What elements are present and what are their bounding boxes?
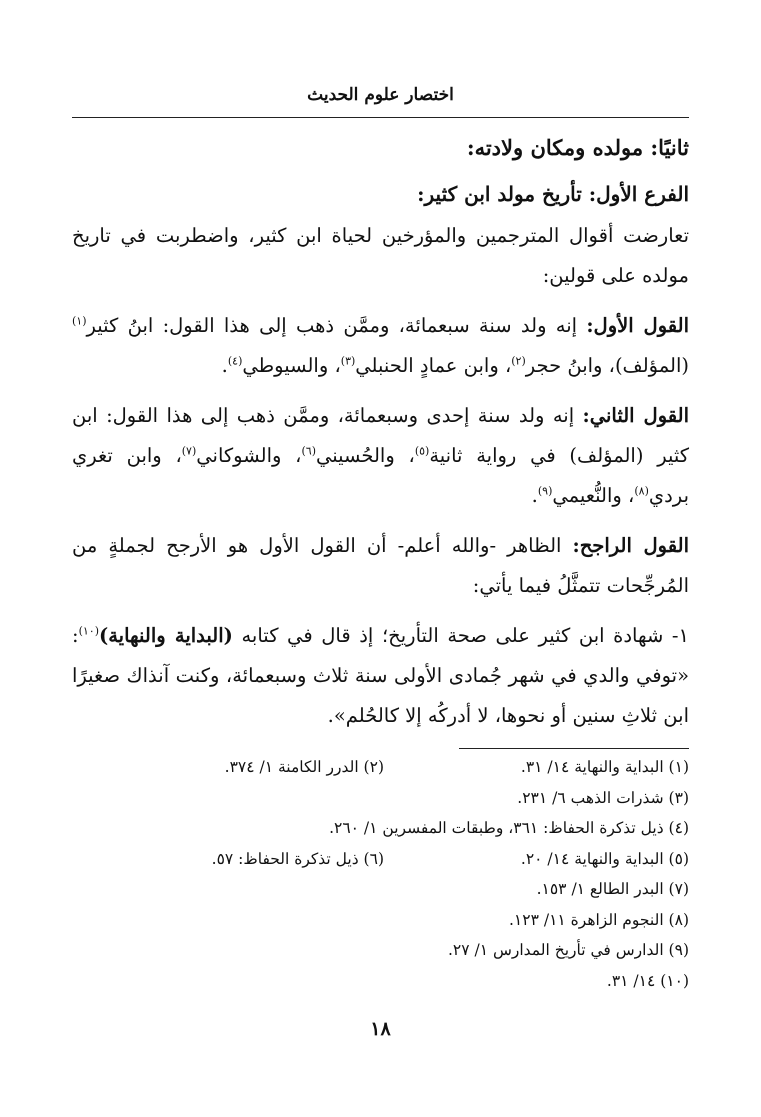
intro-paragraph: تعارضت أقوال المترجمين والمؤرخين لحياة ابن كثير، واضطربت في تاريخ مولده على قولين: [72, 224, 689, 287]
footnote-ref-8[interactable]: (٨) [634, 484, 649, 498]
opinion-one-paragraph [72, 306, 689, 386]
ibn-kathir-quote: «توفي والدي في شهر جُمادى الأولى سنة ثلاث وسبعمائة، وكنت آنذاك صغيرًا ابن ثلاثِ سنين أو نحوها، لا أدركُه إلا كالحُلم». [72, 664, 689, 727]
footnote-row [72, 935, 689, 966]
opinion-one-label: القول الأول: [586, 314, 689, 337]
footnote-1: (١) البداية والنهاية ١٤/ ٣١. [520, 758, 689, 776]
footnote-7: (٧) البدر الطالع ١/ ١٥٣. [536, 880, 689, 898]
footnote-row [72, 905, 689, 936]
preferred-opinion-label: القول الراجح: [572, 534, 689, 557]
subsection-title: الفرع الأول: تأريخ مولد ابن كثير: [417, 182, 689, 206]
preferred-opinion-paragraph [72, 526, 689, 606]
footnote-ref-10[interactable]: (١٠) [78, 624, 99, 638]
book-title: (البداية والنهاية) [99, 624, 233, 647]
footnote-9: (٩) الدارس في تأريخ المدارس ١/ ٢٧. [447, 941, 689, 959]
footnote-ref-1[interactable]: (١) [72, 314, 87, 328]
main-text [72, 128, 689, 736]
opinion-two-paragraph [72, 396, 689, 516]
footnote-row [72, 783, 689, 814]
footnote-row [72, 813, 689, 844]
opinion-two-text: ، والشوكاني [196, 444, 302, 467]
preferred-opinion-text: الظاهر -والله أعلم- أن القول الأول هو الأرجح لجملةٍ من المُرجِّحات تتمثَّلُ فيما يأتي: [72, 534, 689, 597]
opinion-one-text: (المؤلف)، وابنُ حجر [525, 354, 689, 377]
footnote-separator [459, 748, 689, 749]
footnote-row [72, 874, 689, 905]
opinion-two-text: ، وابن تغري بردي [72, 444, 689, 507]
evidence-point-text: : [72, 624, 79, 647]
page-number: ١٨ [370, 1018, 391, 1040]
opinion-two-text: . [531, 484, 538, 507]
footnote-row [72, 966, 689, 997]
opinion-one-text: . [221, 354, 228, 377]
footnote-ref-7[interactable]: (٧) [181, 444, 197, 458]
footnote-5: (٥) البداية والنهاية ١٤/ ٢٠. [520, 849, 689, 868]
footnote-8: (٨) النجوم الزاهرة ١١/ ١٢٣. [508, 910, 689, 929]
evidence-point-text: ١- شهادة ابن كثير على صحة التأريخ؛ إذ قال في كتابه [232, 624, 689, 647]
footnote-ref-2[interactable]: (٢) [511, 354, 526, 368]
footnote-ref-4[interactable]: (٤) [227, 354, 243, 368]
opinion-two-label: القول الثاني: [582, 404, 689, 427]
footnote-3: (٣) شذرات الذهب ٦/ ٢٣١. [517, 788, 689, 807]
footnote-ref-9[interactable]: (٩) [537, 484, 553, 498]
footnote-ref-6[interactable]: (٦) [301, 444, 316, 458]
opinion-one-text: ، وابن عمادٍ الحنبلي [355, 354, 512, 377]
evidence-point-one [72, 616, 689, 736]
running-head: اختصار علوم الحديث [307, 85, 454, 105]
footnote-4: (٤) ذيل تذكرة الحفاظ: ٣٦١، وطبقات المفسرين ١/ ٢٦٠. [329, 819, 689, 837]
footnotes [72, 752, 689, 996]
footnote-2: (٢) الدرر الكامنة ١/ ٣٧٤. [224, 758, 384, 776]
footnote-10: (١٠) ١٤/ ٣١. [606, 971, 689, 990]
opinion-two-text: ، والحُسيني [315, 444, 415, 467]
footnote-6: (٦) ذيل تذكرة الحفاظ: ٥٧. [211, 849, 384, 868]
footnote-row [72, 844, 689, 875]
footnote-ref-5[interactable]: (٥) [414, 444, 430, 458]
footnote-row [72, 752, 689, 783]
opinion-two-text: ، والنُّعيمي [552, 484, 635, 507]
opinion-two-text: إنه ولد سنة إحدى وسبعمائة، وممَّن ذهب إلى هذا القول: ابن كثير (المؤلف) في رواية ثانية [72, 404, 690, 467]
opinion-one-text: إنه ولد سنة سبعمائة، وممَّن ذهب إلى هذا القول: ابنُ كثير [86, 314, 587, 337]
opinion-one-text: ، والسيوطي [242, 354, 341, 377]
footnote-ref-3[interactable]: (٣) [340, 354, 356, 368]
section-title: ثانيًا: مولده ومكان ولادته: [466, 135, 689, 160]
header-rule [72, 117, 689, 118]
